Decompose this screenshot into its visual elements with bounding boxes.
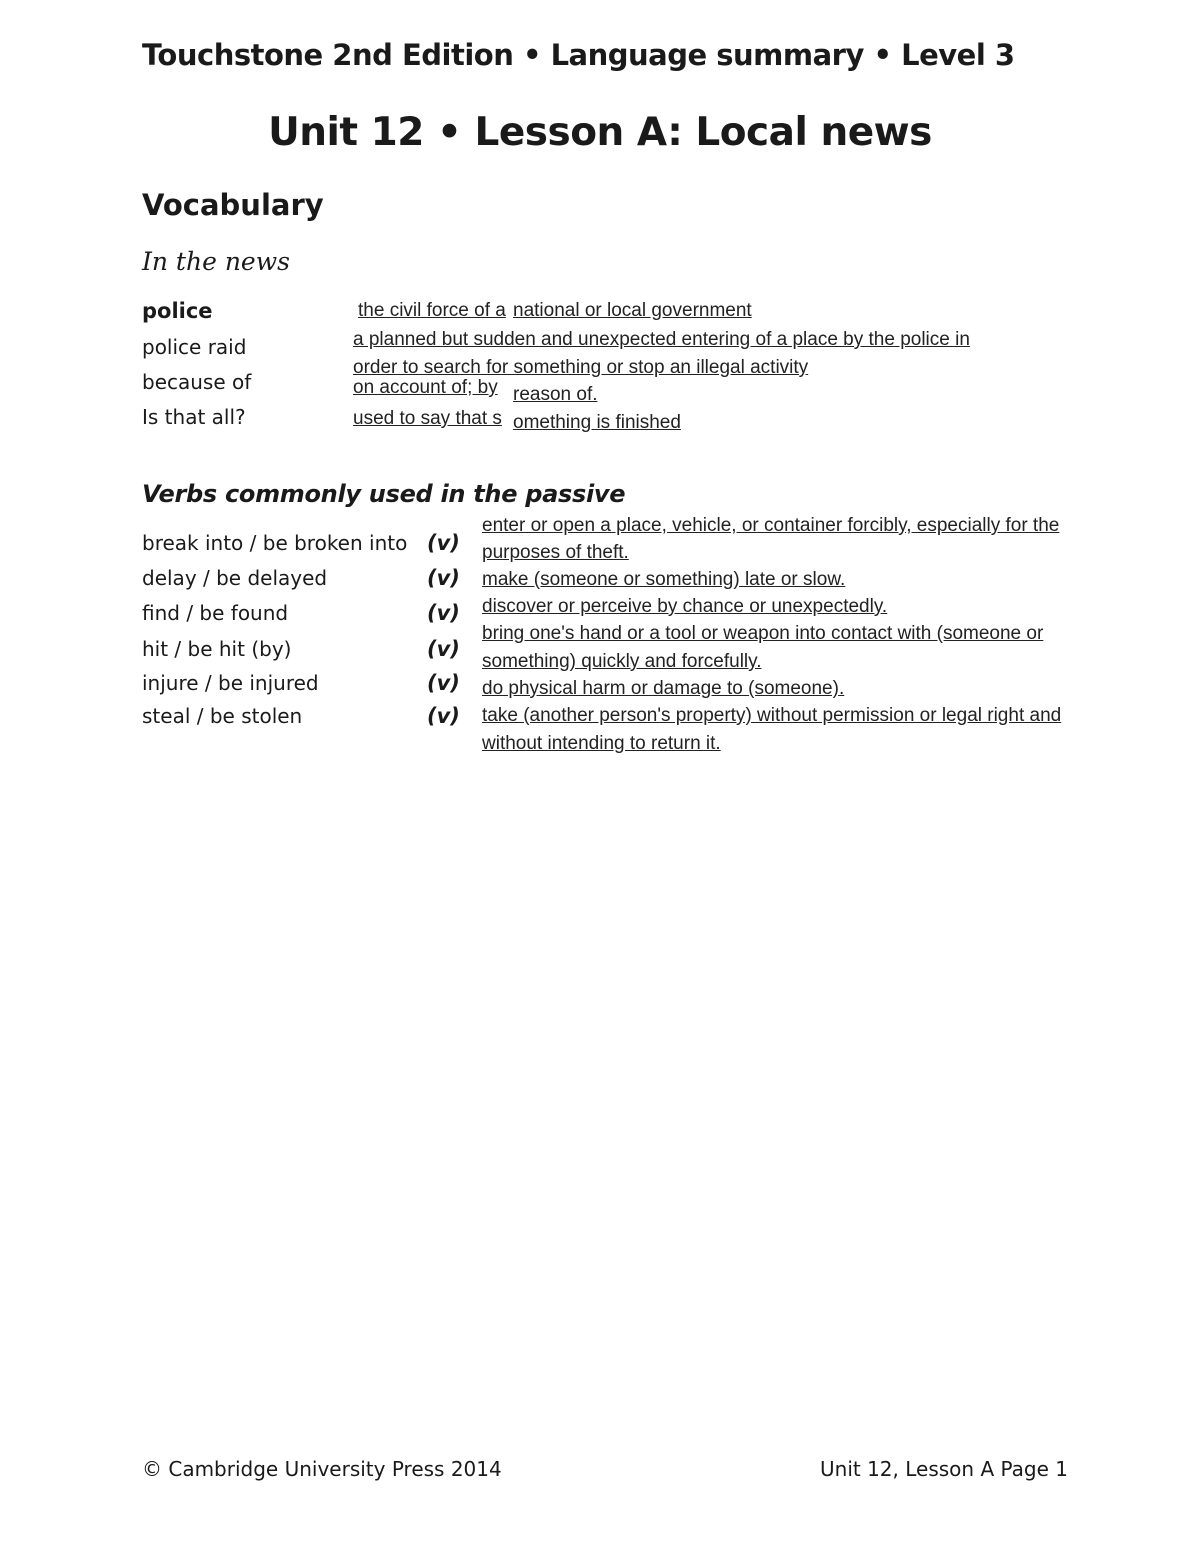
part-of-speech: (v): [427, 671, 460, 695]
term-injure: injure / be injured: [142, 671, 319, 695]
part-of-speech: (v): [427, 601, 460, 625]
section-title: Vocabulary: [142, 188, 324, 222]
footer-page-number: Unit 12, Lesson A Page 1: [820, 1457, 1068, 1481]
definition-hit-line1: bring one's hand or a tool or weapon into contact with (someone or: [482, 623, 1044, 644]
part-of-speech: (v): [427, 531, 460, 555]
term-hit: hit / be hit (by): [142, 637, 292, 661]
definition-because-of-b: reason of.: [513, 384, 598, 405]
subheading-in-the-news: In the news: [142, 247, 290, 276]
term-delay: delay / be delayed: [142, 566, 328, 590]
definition-break-into-line1: enter or open a place, vehicle, or container forcibly, especially for the: [482, 515, 1060, 536]
part-of-speech: (v): [427, 637, 460, 661]
definition-police-a: the civil force of a: [358, 300, 506, 321]
term-police: police: [142, 299, 213, 323]
definition-find: discover or perceive by chance or unexpectedly.: [482, 596, 888, 617]
definition-steal-line2: without intending to return it.: [482, 733, 721, 754]
definition-injure: do physical harm or damage to (someone).: [482, 678, 845, 699]
definition-hit-line2: something) quickly and forcefully.: [482, 651, 762, 672]
page-title: Unit 12 • Lesson A: Local news: [268, 110, 932, 155]
definition-police-raid-b: order to search for something or stop an illegal activity: [353, 357, 809, 378]
term-police-raid: police raid: [142, 335, 247, 359]
definition-is-that-all-a: used to say that s: [353, 408, 502, 429]
footer-copyright: © Cambridge University Press 2014: [142, 1457, 502, 1481]
definition-because-of-a: on account of; by: [353, 377, 498, 398]
definition-delay: make (someone or something) late or slow.: [482, 569, 846, 590]
definition-police-raid-a: a planned but sudden and unexpected entering of a place by the police in: [353, 329, 970, 350]
subheading-passive-verbs: Verbs commonly used in the passive: [142, 480, 626, 508]
term-find: find / be found: [142, 601, 289, 625]
definition-is-that-all-b: omething is finished: [513, 412, 681, 433]
definition-police-b: national or local government: [513, 300, 752, 321]
term-break-into: break into / be broken into: [142, 531, 408, 555]
definition-steal-line1: take (another person's property) without permission or legal right and: [482, 705, 1062, 726]
part-of-speech: (v): [427, 566, 460, 590]
part-of-speech: (v): [427, 704, 460, 728]
document-header: Touchstone 2nd Edition • Language summary • Level 3: [142, 38, 1015, 72]
term-is-that-all: Is that all?: [142, 405, 246, 429]
definition-break-into-line2: purposes of theft.: [482, 542, 629, 563]
term-because-of: because of: [142, 370, 252, 394]
term-steal: steal / be stolen: [142, 704, 303, 728]
